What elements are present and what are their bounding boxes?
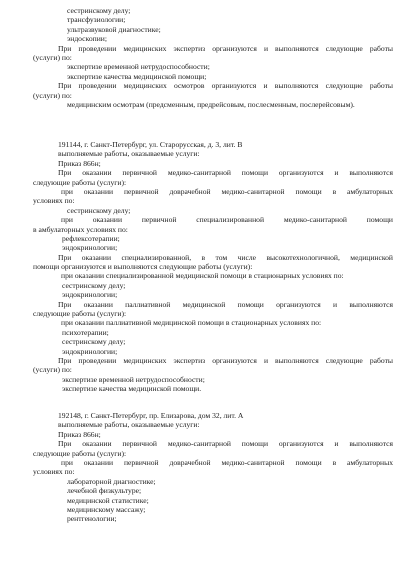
- text-line: медицинскому массажу;: [67, 504, 146, 514]
- text-line: (услуги) по:: [33, 52, 72, 62]
- text-line: следующие работы (услуги):: [33, 177, 127, 187]
- text-line: экспертизе временной нетрудоспособности;: [62, 374, 205, 384]
- text-line: сестринскому делу;: [67, 205, 131, 215]
- text-line: При оказании паллиативной медицинской помощи организуются и выполняются: [58, 299, 393, 309]
- address-line: 191144, г. Санкт-Петербург, ул. Старорусская, д. 3, лит. В: [58, 140, 243, 149]
- text-line: при оказании первичной доврачебной медико-санитарной помощи в амбулаторных: [61, 457, 393, 467]
- text-line: эндокринологии;: [62, 243, 118, 253]
- text-line: Приказ 866н;: [58, 158, 101, 168]
- text-line: следующие работы (услуги):: [33, 448, 127, 458]
- text-line: (услуги) по:: [33, 365, 72, 375]
- text-line: рефлексотерапии;: [62, 233, 120, 243]
- text-line: При оказании первичной медико-санитарной помощи организуются и выполняются: [58, 168, 393, 178]
- text-line: при оказании первичной специализированной медико-санитарной помощи: [61, 215, 393, 225]
- text-line: трансфузиологии;: [67, 15, 126, 25]
- text-line: сестринскому делу;: [62, 337, 126, 347]
- text-line: при оказании паллиативной медицинской помощи в стационарных условиях по:: [61, 318, 322, 328]
- text-line: эндокринологии;: [62, 346, 118, 356]
- text-line: При оказании первичной медико-санитарной помощи организуются и выполняются: [58, 439, 393, 449]
- text-line: следующие работы (услуги):: [33, 309, 127, 319]
- text-line: выполняемые работы, оказываемые услуги:: [58, 149, 200, 159]
- text-line: лечебной физкультуре;: [67, 486, 142, 496]
- text-block-1: [33, 6, 393, 109]
- text-line: помощи организуются и выполняются следующие работы (услуги):: [33, 262, 253, 272]
- text-line: рентгенологии;: [67, 514, 117, 524]
- text-line: условиях по:: [33, 196, 75, 206]
- text-line: Приказ 866н;: [58, 429, 101, 439]
- text-line: эндоскопии;: [67, 34, 107, 44]
- text-line: в амбулаторных условиях по:: [33, 224, 128, 234]
- text-line: ультразвуковой диагностике;: [67, 24, 161, 34]
- text-line: выполняемые работы, оказываемые услуги:: [58, 420, 200, 430]
- text-line: психотерапии;: [62, 327, 109, 337]
- text-line: экспертизе качества медицинской помощи;: [67, 71, 207, 81]
- text-line: при оказании специализированной медицинской помощи в стационарных условиях по:: [61, 271, 344, 281]
- text-line: медицинской статистике;: [67, 495, 149, 505]
- text-line: (услуги) по:: [33, 90, 72, 100]
- text-block-3: [33, 411, 393, 524]
- text-line: При проведении медицинских экспертиз организуются и выполняются следующие работы: [58, 43, 393, 53]
- text-line: экспертизе качества медицинской помощи.: [62, 384, 202, 394]
- text-line: сестринскому делу;: [62, 280, 126, 290]
- text-line: медицинским осмотрам (предсменным, предрейсовым, послесменным, послерейсовым).: [67, 99, 355, 109]
- text-line: эндокринологии;: [62, 290, 118, 300]
- text-line: экспертизе временной нетрудоспособности;: [67, 62, 210, 72]
- text-block-2: [33, 140, 393, 394]
- text-line: сестринскому делу;: [67, 6, 131, 15]
- text-line: При оказании специализированной, в том числе высокотехнологичной, медицинской: [58, 252, 393, 262]
- text-line: условиях по:: [33, 467, 75, 477]
- text-line: при оказании первичной доврачебной медико-санитарной помощи в амбулаторных: [61, 186, 393, 196]
- address-line: 192148, г. Санкт-Петербург, пр. Елизарова, дом 32, лит. А: [58, 411, 244, 420]
- text-line: При проведении медицинских осмотров организуются и выполняются следующие работы: [58, 81, 393, 91]
- text-line: При проведении медицинских экспертиз организуются и выполняются следующие работы: [58, 355, 393, 365]
- text-line: лабораторной диагностике;: [67, 476, 156, 486]
